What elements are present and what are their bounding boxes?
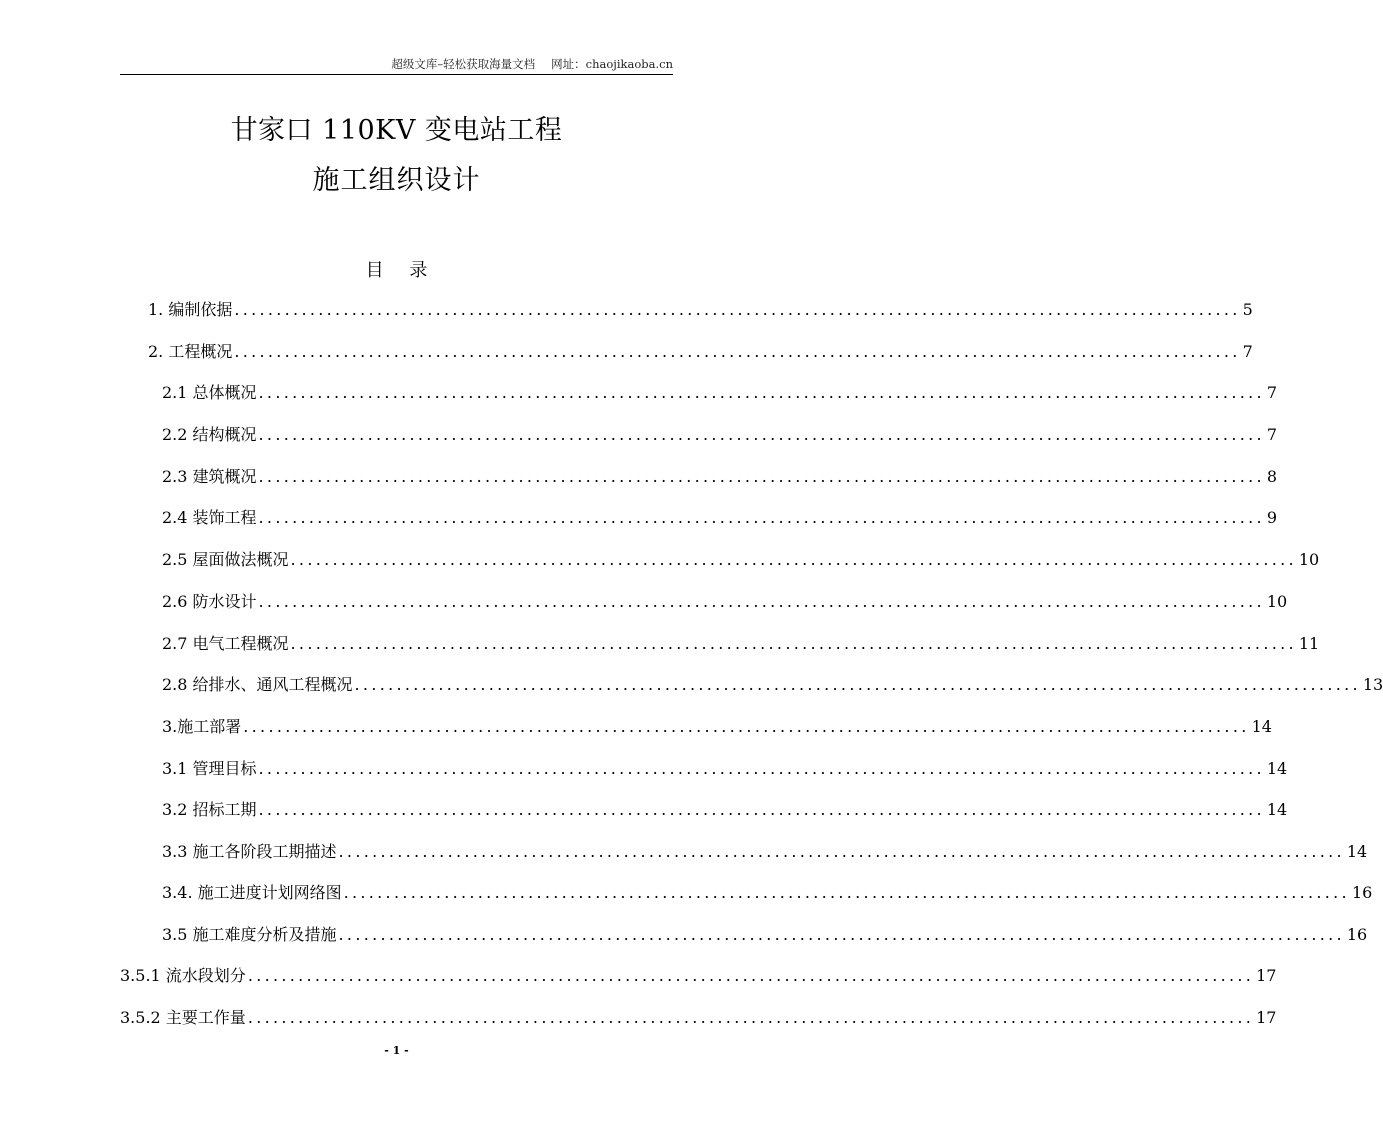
- toc-entry-page: 17: [1256, 966, 1277, 985]
- toc-entry-label: 2.6 防水设计: [162, 592, 257, 611]
- toc-entry[interactable]: [162, 880, 1373, 904]
- toc-leader-dots: ........................................................................................................................: [243, 717, 1250, 736]
- toc-entry[interactable]: [162, 839, 1368, 863]
- toc-entry-label: 3.2 招标工期: [162, 800, 257, 819]
- toc-entry-page: 14: [1346, 842, 1368, 861]
- toc-entry[interactable]: [148, 339, 1253, 363]
- page-number: - 1 -: [384, 1044, 409, 1057]
- toc-entry[interactable]: [162, 631, 1320, 655]
- header-site-slogan: 超级文库–轻松获取海量文档: [391, 57, 536, 71]
- toc-entry-label: 3.1 管理目标: [162, 759, 257, 778]
- document-title: 甘家口 110KV 变电站工程: [230, 115, 563, 146]
- toc-entry-label: 2.1 总体概况: [162, 383, 257, 402]
- toc-entry-page: 14: [1266, 800, 1288, 819]
- toc-entry-page: 16: [1351, 883, 1373, 902]
- toc-entry[interactable]: [162, 464, 1278, 488]
- header-site-url: 网址：chaojikaoba.cn: [551, 57, 673, 71]
- toc-leader-dots: ........................................................................................................................: [258, 425, 1265, 444]
- toc-entry-page: 7: [1266, 383, 1278, 402]
- toc-entry-label: 2.8 给排水、通风工程概况: [162, 675, 353, 694]
- header-rule: [120, 74, 673, 75]
- toc-entry[interactable]: [148, 297, 1253, 321]
- toc-leader-dots: ........................................................................................................................: [247, 966, 1255, 985]
- toc-leader-dots: ........................................................................................................................: [258, 508, 1265, 527]
- toc-entry[interactable]: [162, 714, 1272, 738]
- toc-entry-page: 7: [1242, 342, 1253, 361]
- toc-entry-page: 10: [1298, 550, 1320, 569]
- toc-entry-label: 2.7 电气工程概况: [162, 634, 289, 653]
- toc-leader-dots: ........................................................................................................................: [338, 925, 1345, 944]
- page-header: [120, 56, 673, 72]
- toc-entry-page: 17: [1256, 1008, 1277, 1027]
- toc-entry-label: 2.4 装饰工程: [162, 508, 257, 527]
- toc-leader-dots: ........................................................................................................................: [290, 634, 1297, 653]
- toc-entry-page: 7: [1266, 425, 1278, 444]
- toc-entry[interactable]: [162, 797, 1288, 821]
- toc-leader-dots: ........................................................................................................................: [354, 675, 1361, 694]
- toc-entry-page: 14: [1266, 759, 1288, 778]
- toc-heading: 目 录: [365, 260, 438, 281]
- toc-entry-label: 2.3 建筑概况: [162, 467, 257, 486]
- toc-entry-page: 16: [1346, 925, 1368, 944]
- toc-leader-dots: ........................................................................................................................: [290, 550, 1297, 569]
- toc-entry[interactable]: [162, 589, 1288, 613]
- toc-entry-page: 9: [1266, 508, 1278, 527]
- toc-entry-label: 3.4. 施工进度计划网络图: [162, 883, 342, 902]
- toc-entry[interactable]: [120, 963, 1277, 987]
- toc-entry[interactable]: [120, 1005, 1277, 1029]
- toc-entry-page: 10: [1266, 592, 1288, 611]
- toc-entry[interactable]: [162, 547, 1320, 571]
- toc-entry[interactable]: [162, 672, 1383, 696]
- toc-entry-page: 8: [1266, 467, 1278, 486]
- toc-leader-dots: ........................................................................................................................: [247, 1008, 1255, 1027]
- toc-entry[interactable]: [162, 505, 1278, 529]
- toc-entry-label: 3.5 施工难度分析及措施: [162, 925, 337, 944]
- toc-leader-dots: ........................................................................................................................: [258, 592, 1265, 611]
- toc-entry-label: 3.施工部署: [162, 717, 242, 736]
- toc-entry[interactable]: [162, 922, 1368, 946]
- toc-entry-label: 2.2 结构概况: [162, 425, 257, 444]
- toc-leader-dots: ........................................................................................................................: [258, 759, 1265, 778]
- toc-leader-dots: ........................................................................................................................: [338, 842, 1345, 861]
- toc-entry-label: 3.3 施工各阶段工期描述: [162, 842, 337, 861]
- toc-leader-dots: ........................................................................................................................: [343, 883, 1350, 902]
- toc-entry-label: 3.5.1 流水段划分: [120, 966, 246, 985]
- toc-leader-dots: ........................................................................................................................: [258, 383, 1265, 402]
- toc-entry-label: 3.5.2 主要工作量: [120, 1008, 246, 1027]
- toc-entry-page: 14: [1251, 717, 1272, 736]
- toc-entry-page: 11: [1298, 634, 1320, 653]
- toc-entry[interactable]: [162, 380, 1278, 404]
- toc-entry[interactable]: [162, 756, 1288, 780]
- toc-entry-page: 5: [1242, 300, 1253, 319]
- toc-leader-dots: ........................................................................................................................: [234, 300, 1241, 319]
- toc-entry[interactable]: [162, 422, 1278, 446]
- toc-entry-label: 2.5 屋面做法概况: [162, 550, 289, 569]
- toc-entry-page: 13: [1362, 675, 1383, 694]
- toc-leader-dots: ........................................................................................................................: [234, 342, 1241, 361]
- toc-leader-dots: ........................................................................................................................: [258, 800, 1265, 819]
- document-subtitle: 施工组织设计: [312, 165, 481, 196]
- toc-entry-label: 2. 工程概况: [148, 342, 233, 361]
- toc-leader-dots: ........................................................................................................................: [258, 467, 1265, 486]
- toc-entry-label: 1. 编制依据: [148, 300, 233, 319]
